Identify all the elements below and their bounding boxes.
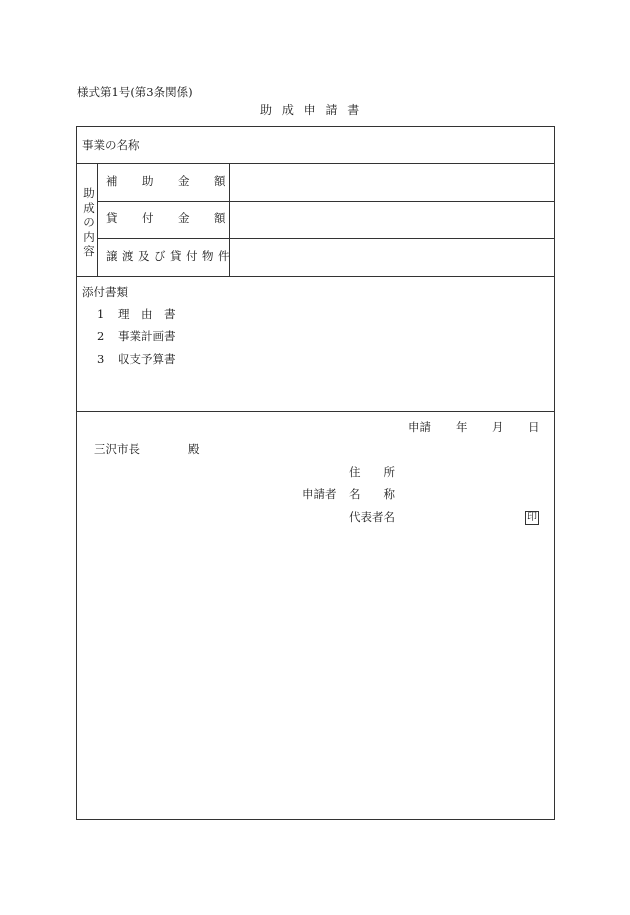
document-title: 助 成 申 請 書 [260, 103, 363, 117]
grant-content-char: 内 [83, 229, 95, 244]
divider [76, 411, 555, 412]
form-number: 様式第1号(第3条関係) [77, 85, 193, 99]
attachment-number: 1 [97, 307, 105, 321]
project-name-field[interactable] [160, 130, 550, 158]
seal-mark: 印 [527, 512, 537, 523]
application-date-label: 申請 [408, 420, 431, 434]
loan-amount-field[interactable] [232, 204, 552, 236]
transfer-lease-property-label: 譲渡及び貸付物件 [106, 249, 234, 263]
grant-content-char: 成 [83, 200, 95, 215]
divider [97, 201, 555, 202]
grant-content-label [81, 186, 97, 259]
address-label: 住 所 [349, 465, 395, 479]
divider [97, 238, 555, 239]
day-label: 日 [528, 420, 540, 434]
transfer-lease-property-field[interactable] [232, 241, 552, 273]
grant-content-char: 助 [83, 186, 95, 200]
attachment-item: 理 由 書 [118, 307, 176, 321]
subsidy-amount-field[interactable] [232, 166, 552, 198]
year-label: 年 [456, 420, 468, 434]
attachment-number: 3 [97, 352, 105, 366]
divider [97, 163, 98, 276]
attachments-heading: 添付書類 [82, 285, 128, 299]
applicant-label: 申請者 [302, 487, 337, 501]
subsidy-amount-label: 補 助 金 額 [106, 174, 226, 188]
attachment-item: 収支予算書 [118, 352, 176, 366]
divider [76, 276, 555, 277]
attachment-item: 事業計画書 [118, 329, 176, 343]
grant-content-char: の [83, 215, 95, 229]
grant-content-char: 容 [83, 244, 95, 258]
divider [76, 163, 555, 164]
loan-amount-label: 貸 付 金 額 [106, 211, 226, 225]
honorific: 殿 [188, 442, 200, 456]
representative-label: 代表者名 [349, 510, 395, 524]
month-label: 月 [492, 420, 504, 434]
project-name-label: 事業の名称 [82, 138, 140, 152]
addressee: 三沢市長 [94, 442, 140, 456]
attachment-number: 2 [97, 329, 105, 343]
name-label: 名 称 [349, 487, 395, 501]
